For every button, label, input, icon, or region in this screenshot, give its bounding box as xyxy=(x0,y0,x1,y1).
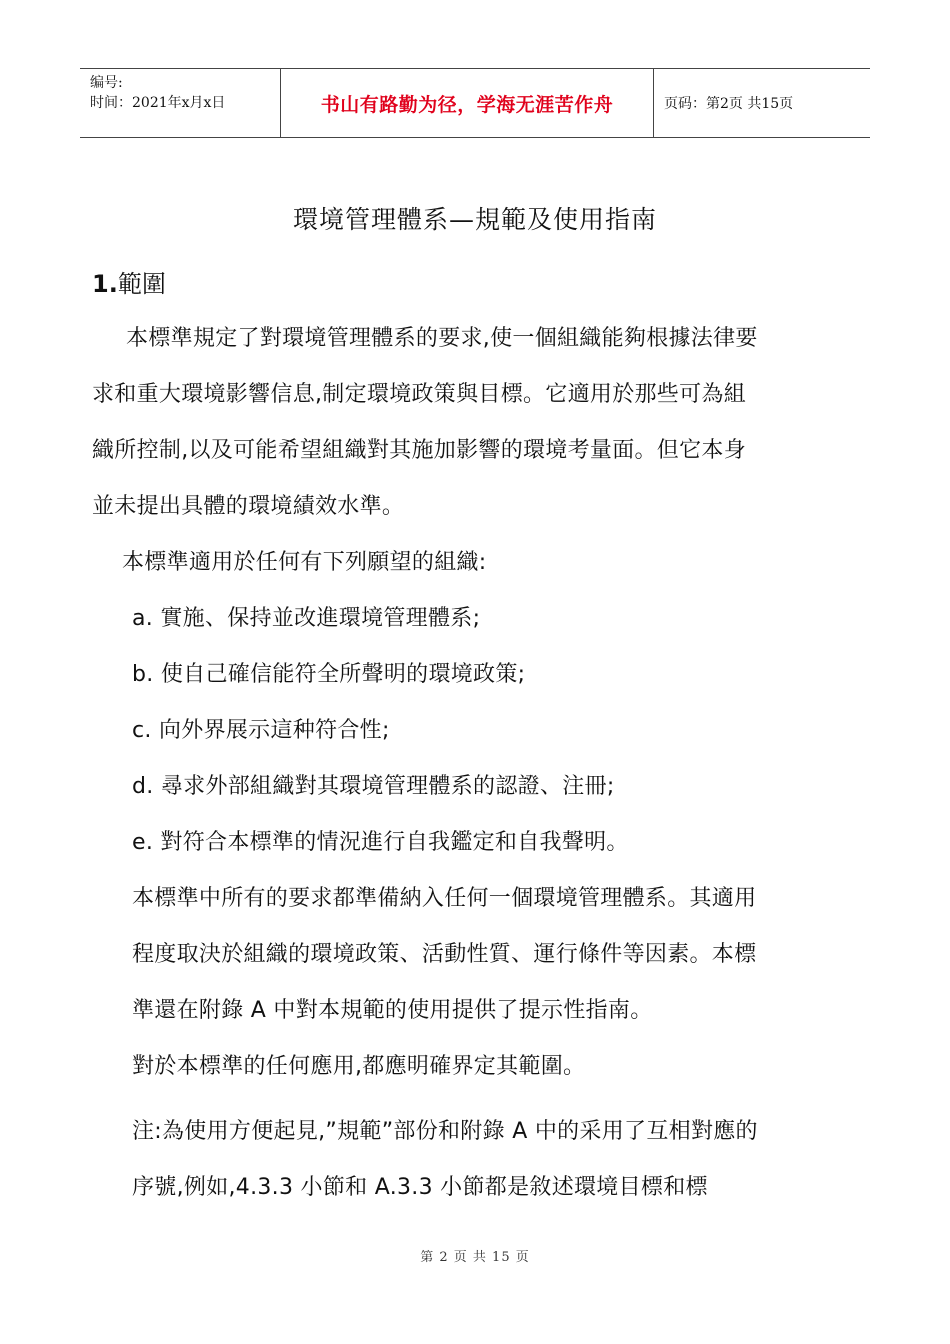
page-info: 页码：第2页 共15页 xyxy=(664,96,794,112)
paragraph-line: 對於本標準的任何應用,都應明確界定其範圍。 xyxy=(132,1054,586,1079)
motto-text: 书山有路勤为径，学海无涯苦作舟 xyxy=(320,93,614,116)
list-item: e. 對符合本標準的情況進行自我鑑定和自我聲明。 xyxy=(132,830,629,855)
section-title: 範圍 xyxy=(117,270,166,298)
note-line: 注:為使用方便起見,”規範”部份和附錄 A 中的采用了互相對應的 xyxy=(132,1119,758,1144)
header-table xyxy=(80,68,870,138)
note-line: 序號,例如,4.3.3 小節和 A.3.3 小節都是敘述環境目標和標 xyxy=(132,1175,708,1200)
document-title: 環境管理體系—規範及使用指南 xyxy=(292,205,657,234)
paragraph-line: 求和重大環境影響信息,制定環境政策與目標。它適用於那些可為組 xyxy=(92,382,746,407)
paragraph-line: 程度取決於組織的環境政策、活動性質、運行條件等因素。本標 xyxy=(132,942,757,967)
date-label: 时间：2021年x月x日 xyxy=(90,95,226,111)
header-page-cell xyxy=(654,69,870,137)
paragraph-line: 織所控制,以及可能希望組織對其施加影響的環境考量面。但它本身 xyxy=(92,438,746,463)
header-motto-cell xyxy=(281,69,654,137)
section-number: 1. xyxy=(92,270,118,298)
header-meta-cell xyxy=(80,69,281,137)
paragraph-line: 本標準中所有的要求都準備納入任何一個環境管理體系。其適用 xyxy=(132,886,757,911)
list-item: a. 實施、保持並改進環境管理體系; xyxy=(132,606,481,631)
section-heading xyxy=(92,264,166,299)
paragraph-line: 本標準規定了對環境管理體系的要求,使一個組織能夠根據法律要 xyxy=(126,326,758,351)
list-item: c. 向外界展示這种符合性; xyxy=(132,718,390,743)
paragraph-line: 準還在附錄 A 中對本規範的使用提供了提示性指南。 xyxy=(132,998,653,1023)
paragraph-line: 並未提出具體的環境績效水準。 xyxy=(92,494,405,519)
paragraph-line: 本標準適用於任何有下列願望的組織: xyxy=(122,550,487,575)
list-item: b. 使自己確信能符全所聲明的環境政策; xyxy=(132,662,526,687)
number-label: 编号: xyxy=(90,75,123,91)
page-footer: 第 2 页 共 15 页 xyxy=(420,1250,530,1265)
list-item: d. 尋求外部組織對其環境管理體系的認證、注冊; xyxy=(132,774,615,799)
